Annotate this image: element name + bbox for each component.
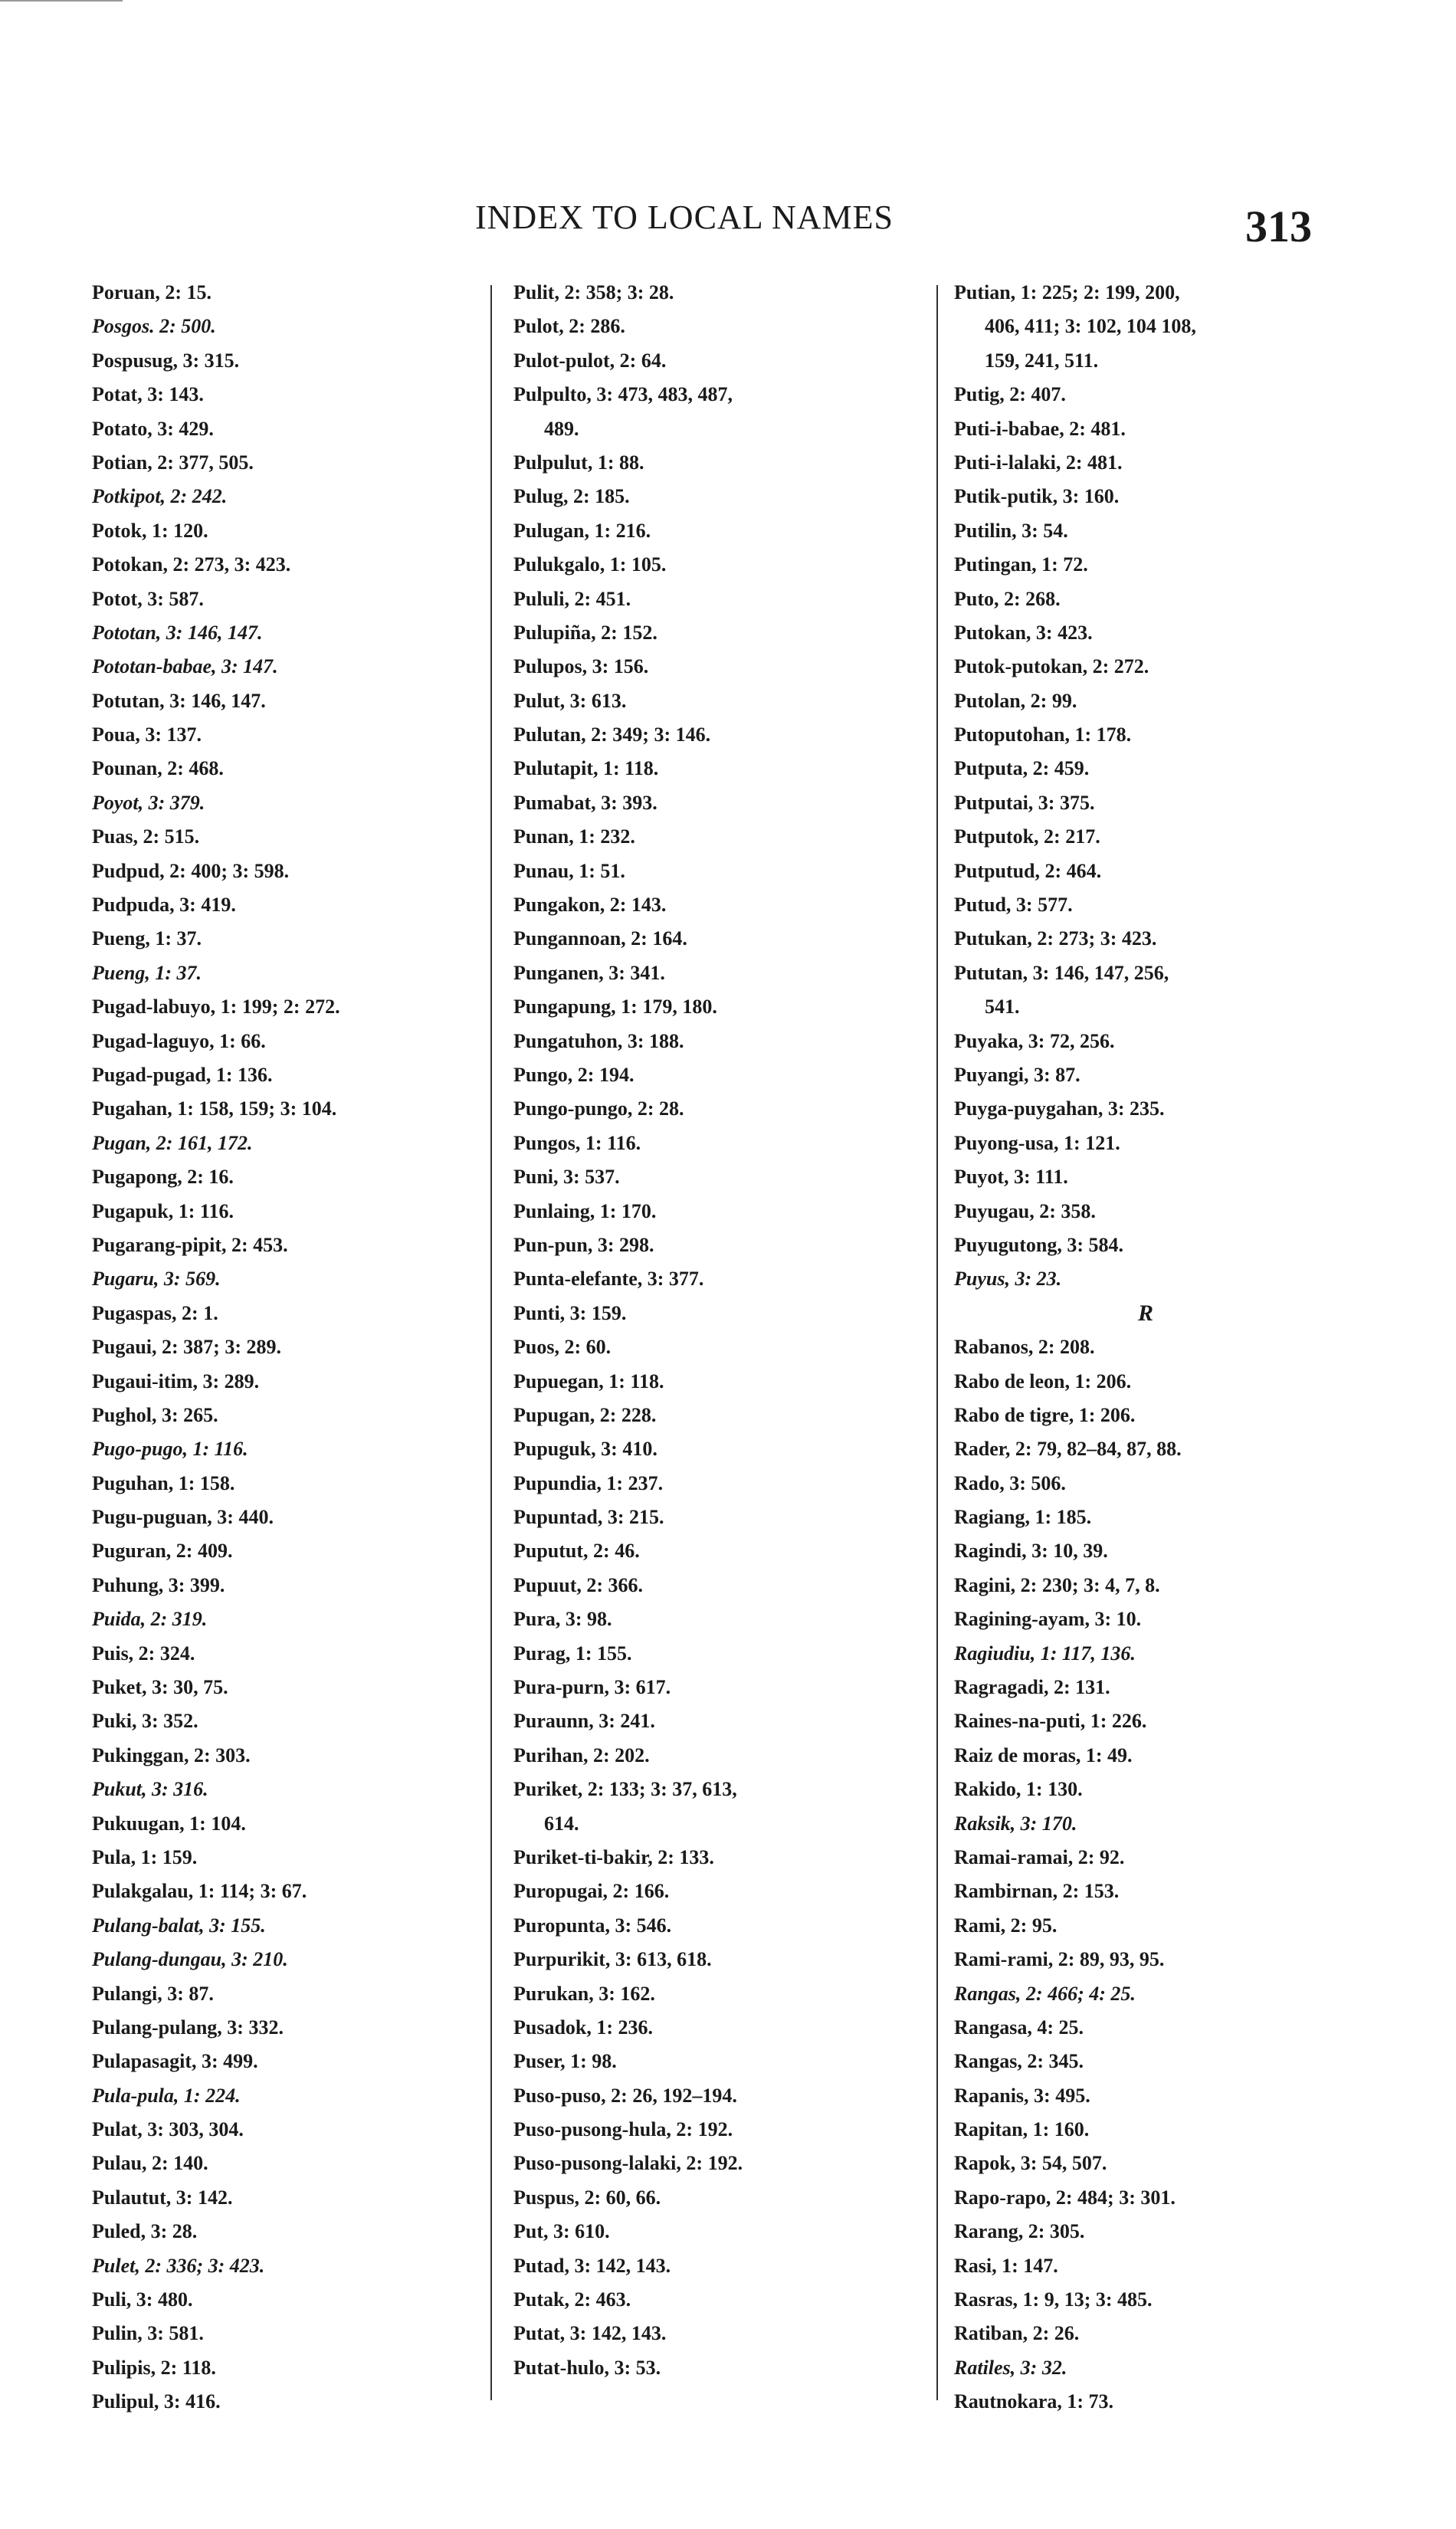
index-entry: Pungo-pungo, 2: 28. <box>513 1097 684 1120</box>
index-entry: Pototan-babae, 3: 147. <box>92 655 278 678</box>
index-column-3 <box>954 276 1337 2419</box>
index-entry: Rabo de leon, 1: 206. <box>954 1369 1132 1392</box>
index-entry: Put, 3: 610. <box>513 2220 610 2243</box>
index-entry: Puser, 1: 98. <box>513 2050 617 2073</box>
index-entry: Pugapong, 2: 16. <box>92 1166 234 1189</box>
index-entry: Pulapasagit, 3: 499. <box>92 2050 258 2073</box>
index-entry: Pueng, 1: 37. <box>92 927 202 950</box>
index-entry: Poua, 3: 137. <box>92 723 202 746</box>
index-entry: Puni, 3: 537. <box>513 1166 620 1189</box>
index-entry: Pugaru, 3: 569. <box>92 1268 221 1291</box>
index-entry: Pumabat, 3: 393. <box>513 791 657 814</box>
index-entry: Rambirnan, 2: 153. <box>954 1880 1120 1903</box>
index-entry: Pulang-balat, 3: 155. <box>92 1914 266 1937</box>
index-entry: Pupundia, 1: 237. <box>513 1471 664 1494</box>
index-entry: Pugaui, 2: 387; 3: 289. <box>92 1336 281 1359</box>
index-entry: Ramai-ramai, 2: 92. <box>954 1845 1125 1868</box>
index-entry: Putat, 3: 142, 143. <box>513 2322 667 2345</box>
index-entry: Purpurikit, 3: 613, 618. <box>513 1948 712 1971</box>
index-entry: Puriket-ti-bakir, 2: 133. <box>513 1845 714 1868</box>
index-entry: Putud, 3: 577. <box>954 894 1073 917</box>
index-entry: Pulin, 3: 581. <box>92 2322 204 2345</box>
index-entry: Puli, 3: 480. <box>92 2288 193 2311</box>
index-entry: Pudpuda, 3: 419. <box>92 894 236 917</box>
index-entry: Pulet, 2: 336; 3: 423. <box>92 2254 265 2277</box>
index-entry: Pukinggan, 2: 303. <box>92 1743 251 1766</box>
index-entry: Rasi, 1: 147. <box>954 2254 1058 2277</box>
index-entry: Rami-rami, 2: 89, 93, 95. <box>954 1948 1165 1971</box>
index-entry-continuation: 541. <box>985 996 1020 1018</box>
index-entry: Pugad-laguyo, 1: 66. <box>92 1029 266 1052</box>
index-entry: Rakido, 1: 130. <box>954 1778 1083 1801</box>
index-entry: Pulutapit, 1: 118. <box>513 757 659 780</box>
index-entry: Puled, 3: 28. <box>92 2220 198 2243</box>
index-entry: Ragragadi, 2: 131. <box>954 1676 1110 1699</box>
index-entry: Pululi, 2: 451. <box>513 587 631 610</box>
index-entry: Rapo-rapo, 2: 484; 3: 301. <box>954 2186 1176 2209</box>
index-entry: Potokan, 2: 273, 3: 423. <box>92 553 291 576</box>
index-entry: Pueng, 1: 37. <box>92 961 202 984</box>
index-entry: Puyus, 3: 23. <box>954 1268 1062 1291</box>
index-entry: Pututan, 3: 146, 147, 256, <box>954 961 1169 984</box>
index-entry: Potat, 3: 143. <box>92 383 204 406</box>
index-entry: Rarang, 2: 305. <box>954 2220 1085 2243</box>
index-entry: Potian, 2: 377, 505. <box>92 451 254 474</box>
index-column-2 <box>513 276 927 2385</box>
index-entry: Pulautut, 3: 142. <box>92 2186 233 2209</box>
index-entry: Putig, 2: 407. <box>954 383 1066 406</box>
index-entry: Puti-i-lalaki, 2: 481. <box>954 451 1123 474</box>
index-entry: Ratiles, 3: 32. <box>954 2356 1067 2379</box>
index-entry: Pukuugan, 1: 104. <box>92 1812 246 1835</box>
index-entry: Punti, 3: 159. <box>513 1301 627 1324</box>
index-entry: Putik-putik, 3: 160. <box>954 485 1120 508</box>
index-entry: Putputa, 2: 459. <box>954 757 1090 780</box>
index-entry: Pungos, 1: 116. <box>513 1131 641 1154</box>
index-entry: Raksik, 3: 170. <box>954 1812 1077 1835</box>
index-column-1 <box>92 276 475 2419</box>
index-entry: Pulpulto, 3: 473, 483, 487, <box>513 383 733 406</box>
index-entry: Puropugai, 2: 166. <box>513 1880 670 1903</box>
index-entry: Pulukgalo, 1: 105. <box>513 553 667 576</box>
index-entry: Pulut, 3: 613. <box>513 689 627 712</box>
index-entry: Pulpulut, 1: 88. <box>513 451 644 474</box>
index-entry: Raiz de moras, 1: 49. <box>954 1743 1133 1766</box>
index-entry: Putputai, 3: 375. <box>954 791 1095 814</box>
index-entry: Puyot, 3: 111. <box>954 1166 1068 1189</box>
index-entry: Putak, 2: 463. <box>513 2288 631 2311</box>
index-entry: Puspus, 2: 60, 66. <box>513 2186 661 2209</box>
index-entry: Potato, 3: 429. <box>92 417 214 440</box>
index-entry: Pospusug, 3: 315. <box>92 349 240 372</box>
section-letter: R <box>1137 1300 1153 1326</box>
index-entry: Purukan, 3: 162. <box>513 1982 655 2005</box>
index-entry: Pupugan, 2: 228. <box>513 1403 657 1426</box>
index-entry-continuation: 406, 411; 3: 102, 104 108, <box>985 315 1196 338</box>
index-entry: Pusadok, 1: 236. <box>513 2016 654 2039</box>
index-entry: Pugarang-pipit, 2: 453. <box>92 1233 288 1256</box>
index-entry: Pugad-labuyo, 1: 199; 2: 272. <box>92 996 340 1018</box>
index-entry: Putoputohan, 1: 178. <box>954 723 1132 746</box>
index-entry: Punau, 1: 51. <box>513 859 625 882</box>
index-entry: Pura, 3: 98. <box>513 1608 612 1631</box>
index-entry: Punganen, 3: 341. <box>513 961 665 984</box>
index-entry: Puis, 2: 324. <box>92 1642 195 1665</box>
index-entry: Putolan, 2: 99. <box>954 689 1077 712</box>
index-entry: Raines-na-puti, 1: 226. <box>954 1710 1147 1733</box>
index-entry: Pugaspas, 2: 1. <box>92 1301 218 1324</box>
index-entry: Puyaka, 3: 72, 256. <box>954 1029 1115 1052</box>
index-entry: Puriket, 2: 133; 3: 37, 613, <box>513 1778 737 1801</box>
index-entry: Puyga-puygahan, 3: 235. <box>954 1097 1165 1120</box>
index-entry: Pukut, 3: 316. <box>92 1778 208 1801</box>
index-entry: Putat-hulo, 3: 53. <box>513 2356 661 2379</box>
index-entry: Punan, 1: 232. <box>513 825 635 848</box>
index-entry: Pugu-puguan, 3: 440. <box>92 1506 274 1529</box>
index-entry: Purag, 1: 155. <box>513 1642 632 1665</box>
index-entry: Posgos. 2: 500. <box>92 315 216 338</box>
index-entry-continuation: 159, 241, 511. <box>985 349 1099 372</box>
column-rule-right <box>936 285 938 2400</box>
index-entry: Potok, 1: 120. <box>92 519 208 542</box>
index-entry: Ragiang, 1: 185. <box>954 1506 1092 1529</box>
index-entry: Putok-putokan, 2: 272. <box>954 655 1149 678</box>
index-entry: Potot, 3: 587. <box>92 587 204 610</box>
index-entry: Putad, 3: 142, 143. <box>513 2254 671 2277</box>
index-entry: Putukan, 2: 273; 3: 423. <box>954 927 1157 950</box>
index-entry: Pugo-pugo, 1: 116. <box>92 1438 248 1461</box>
index-entry: Pulat, 3: 303, 304. <box>92 2118 244 2141</box>
column-rule-left <box>490 285 492 2400</box>
index-entry: Pungapung, 1: 179, 180. <box>513 996 717 1018</box>
index-entry: Pula, 1: 159. <box>92 1845 198 1868</box>
index-entry: Poruan, 2: 15. <box>92 281 212 303</box>
index-entry: Punlaing, 1: 170. <box>513 1199 657 1222</box>
top-edge-mark <box>0 0 123 2</box>
index-entry: Pulang-pulang, 3: 332. <box>92 2016 284 2039</box>
index-entry: Pulupos, 3: 156. <box>513 655 649 678</box>
index-entry: Pugapuk, 1: 116. <box>92 1199 234 1222</box>
index-entry: Pulot, 2: 286. <box>513 315 625 338</box>
index-entry: Pugahan, 1: 158, 159; 3: 104. <box>92 1097 337 1120</box>
index-entry: Puyugutong, 3: 584. <box>954 1233 1124 1256</box>
index-entry: Pungannoan, 2: 164. <box>513 927 687 950</box>
index-entry: Ragindi, 3: 10, 39. <box>954 1540 1108 1563</box>
index-entry: Pulau, 2: 140. <box>92 2152 208 2175</box>
index-entry: Rami, 2: 95. <box>954 1914 1058 1937</box>
index-entry: Pototan, 3: 146, 147. <box>92 621 263 644</box>
index-entry: Putian, 1: 225; 2: 199, 200, <box>954 281 1180 303</box>
index-entry: Puguhan, 1: 158. <box>92 1471 235 1494</box>
index-entry: Puso-puso, 2: 26, 192–194. <box>513 2084 737 2107</box>
index-entry: Pula-pula, 1: 224. <box>92 2084 241 2107</box>
index-entry: Puida, 2: 319. <box>92 1608 208 1631</box>
index-entry: Puos, 2: 60. <box>513 1336 612 1359</box>
index-entry: Punta-elefante, 3: 377. <box>513 1268 704 1291</box>
index-entry: Pulakgalau, 1: 114; 3: 67. <box>92 1880 307 1903</box>
index-entry: Poyot, 3: 379. <box>92 791 205 814</box>
index-entry: Putingan, 1: 72. <box>954 553 1088 576</box>
index-entry: Pulangi, 3: 87. <box>92 1982 214 2005</box>
index-entry: Rapitan, 1: 160. <box>954 2118 1090 2141</box>
index-entry: Purihan, 2: 202. <box>513 1743 650 1766</box>
index-entry: Puas, 2: 515. <box>92 825 200 848</box>
index-entry: Ragini, 2: 230; 3: 4, 7, 8. <box>954 1573 1160 1596</box>
index-entry: Pupuegan, 1: 118. <box>513 1369 664 1392</box>
index-entry: Ratiban, 2: 26. <box>954 2322 1080 2345</box>
index-entry: Pughol, 3: 265. <box>92 1403 218 1426</box>
index-entry: Pulang-dungau, 3: 210. <box>92 1948 288 1971</box>
index-entry: Pulutan, 2: 349; 3: 146. <box>513 723 711 746</box>
index-entry: Pugad-pugad, 1: 136. <box>92 1063 273 1086</box>
index-entry: Pulipis, 2: 118. <box>92 2356 216 2379</box>
index-entry: Puso-pusong-lalaki, 2: 192. <box>513 2152 743 2175</box>
index-entry: Rado, 3: 506. <box>954 1471 1066 1494</box>
index-entry: Pura-purn, 3: 617. <box>513 1676 671 1699</box>
running-header-title: INDEX TO LOCAL NAMES <box>475 198 894 236</box>
index-entry-continuation: 614. <box>544 1812 579 1835</box>
index-entry: Putputud, 2: 464. <box>954 859 1102 882</box>
index-entry: Pungo, 2: 194. <box>513 1063 635 1086</box>
page-number: 313 <box>1245 202 1312 251</box>
index-entry: Pudpud, 2: 400; 3: 598. <box>92 859 290 882</box>
index-entry: Rabanos, 2: 208. <box>954 1336 1095 1359</box>
index-entry: Puhung, 3: 399. <box>92 1573 225 1596</box>
index-entry: Pulot-pulot, 2: 64. <box>513 349 667 372</box>
index-entry-continuation: 489. <box>544 417 579 440</box>
index-entry: Pulipul, 3: 416. <box>92 2390 221 2413</box>
index-entry: Rangas, 2: 466; 4: 25. <box>954 1982 1136 2005</box>
index-entry: Puket, 3: 30, 75. <box>92 1676 228 1699</box>
index-entry: Ragiudiu, 1: 117, 136. <box>954 1642 1136 1665</box>
index-entry: Putputok, 2: 217. <box>954 825 1100 848</box>
index-entry: Puyugau, 2: 358. <box>954 1199 1096 1222</box>
index-entry: Rapanis, 3: 495. <box>954 2084 1090 2107</box>
index-entry: Pounan, 2: 468. <box>92 757 224 780</box>
index-entry: Puyong-usa, 1: 121. <box>954 1131 1120 1154</box>
index-entry: Putilin, 3: 54. <box>954 519 1068 542</box>
index-entry: Rapok, 3: 54, 507. <box>954 2152 1107 2175</box>
index-entry: Pulit, 2: 358; 3: 28. <box>513 281 674 303</box>
index-entry: Rangasa, 4: 25. <box>954 2016 1084 2039</box>
index-entry: Rader, 2: 79, 82–84, 87, 88. <box>954 1438 1182 1461</box>
index-entry: Potkipot, 2: 242. <box>92 485 228 508</box>
index-entry: Puto, 2: 268. <box>954 587 1061 610</box>
index-entry: Pupuntad, 3: 215. <box>513 1506 664 1529</box>
index-entry: Potutan, 3: 146, 147. <box>92 689 266 712</box>
index-entry: Putokan, 3: 423. <box>954 621 1093 644</box>
index-entry: Puki, 3: 352. <box>92 1710 198 1733</box>
index-entry: Pulugan, 1: 216. <box>513 519 651 542</box>
index-entry: Puraunn, 3: 241. <box>513 1710 655 1733</box>
index-entry: Puropunta, 3: 546. <box>513 1914 672 1937</box>
index-entry: Rangas, 2: 345. <box>954 2050 1084 2073</box>
index-entry: Pupuut, 2: 366. <box>513 1573 644 1596</box>
index-entry: Pugan, 2: 161, 172. <box>92 1131 253 1154</box>
index-entry: Rasras, 1: 9, 13; 3: 485. <box>954 2288 1153 2311</box>
index-entry: Puputut, 2: 46. <box>513 1540 640 1563</box>
index-entry: Pulupiña, 2: 152. <box>513 621 657 644</box>
index-entry: Puguran, 2: 409. <box>92 1540 233 1563</box>
index-entry: Pungatuhon, 3: 188. <box>513 1029 684 1052</box>
index-entry: Puti-i-babae, 2: 481. <box>954 417 1126 440</box>
index-entry: Pungakon, 2: 143. <box>513 894 667 917</box>
index-entry: Pugaui-itim, 3: 289. <box>92 1369 260 1392</box>
index-entry: Pupuguk, 3: 410. <box>513 1438 657 1461</box>
index-entry: Ragining-ayam, 3: 10. <box>954 1608 1142 1631</box>
index-entry: Puyangi, 3: 87. <box>954 1063 1081 1086</box>
index-entry: Pun-pun, 3: 298. <box>513 1233 654 1256</box>
index-entry: Rabo de tigre, 1: 206. <box>954 1403 1136 1426</box>
index-entry: Puso-pusong-hula, 2: 192. <box>513 2118 733 2141</box>
index-entry: Pulug, 2: 185. <box>513 485 630 508</box>
index-entry: Rautnokara, 1: 73. <box>954 2390 1114 2413</box>
